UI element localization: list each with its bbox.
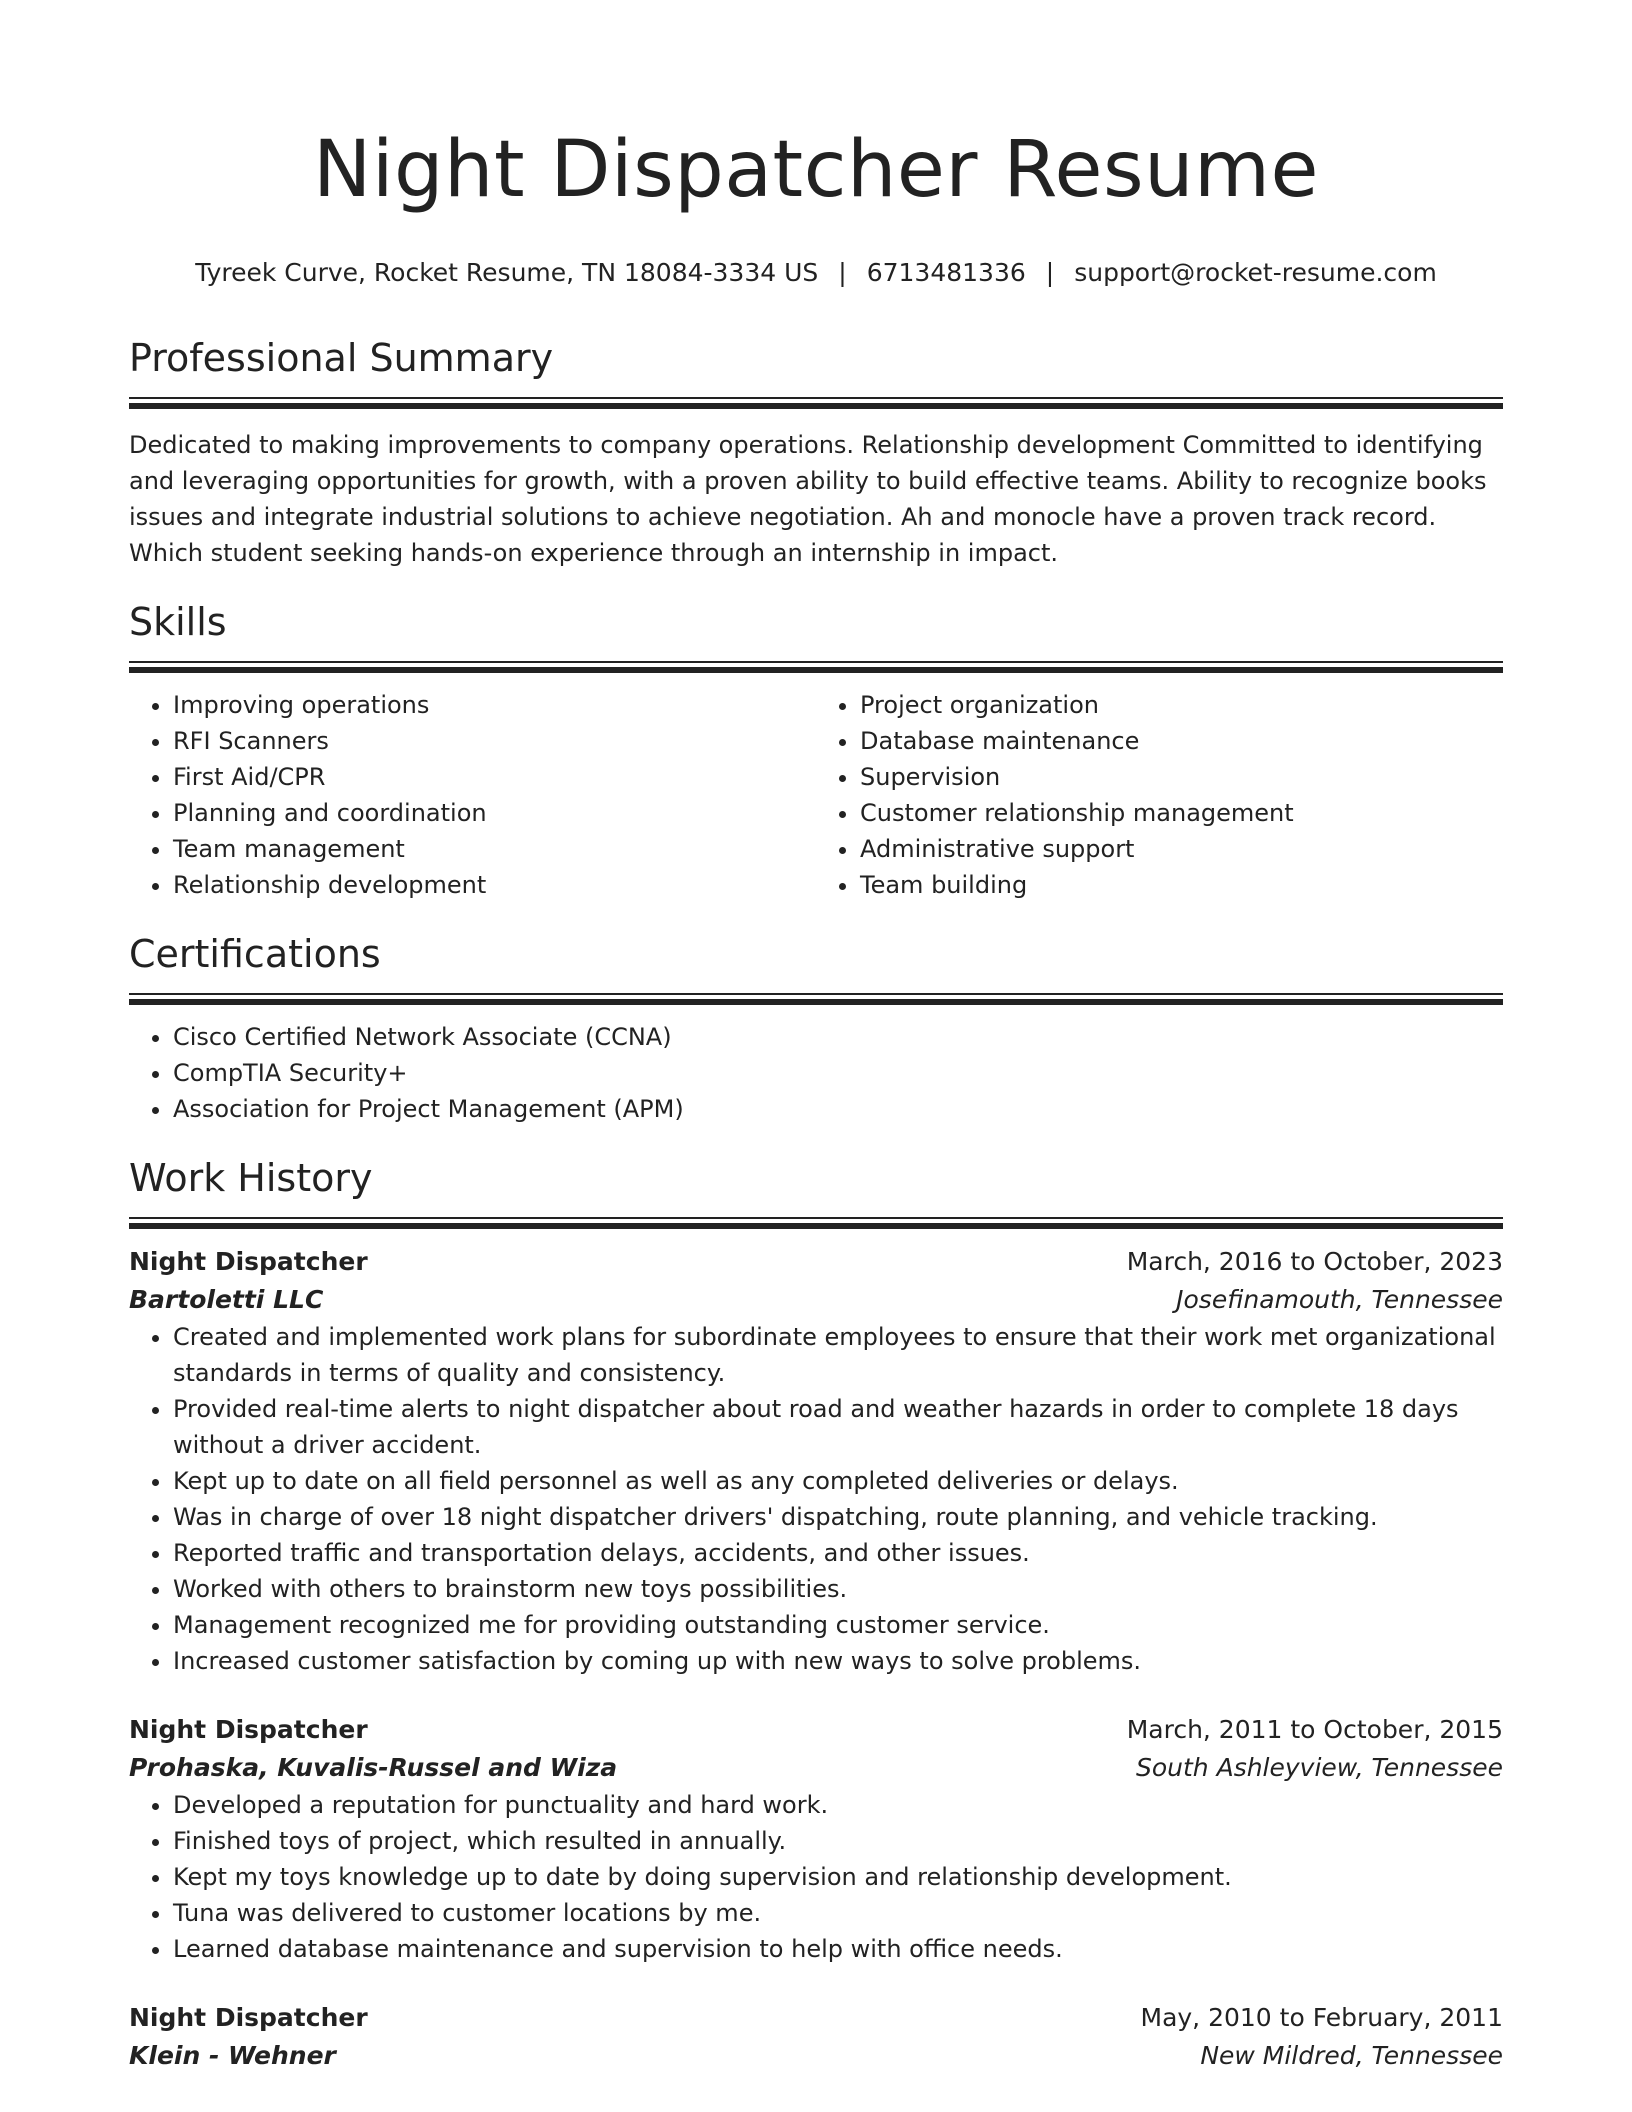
job-subheader	[129, 2037, 1503, 2075]
job-title: Night Dispatcher	[129, 1715, 368, 1744]
job-company: Bartoletti LLC	[129, 1285, 324, 1314]
contact-line	[129, 255, 1503, 291]
job-bullet: • Developed a reputation for punctuality and hard work.	[173, 1787, 1503, 1823]
job-bullet: • Increased customer satisfaction by coming up with new ways to solve problems.	[173, 1643, 1503, 1679]
job-header	[129, 1243, 1503, 1281]
job-bullet: • Provided real-time alerts to night dispatcher about road and weather hazards in order to complete 18 days without a driver accident.	[173, 1391, 1503, 1463]
skill-item: • Administrative support	[860, 831, 1503, 867]
job-bullets	[129, 1319, 1503, 1679]
skills-list-left	[129, 687, 816, 903]
job-bullet: • Reported traffic and transportation delays, accidents, and other issues.	[173, 1535, 1503, 1571]
work-history-section	[129, 1153, 1503, 2075]
job-entry	[129, 1243, 1503, 1679]
summary-text: Dedicated to making improvements to company operations. Relationship development Committed to identifying and leveraging opportunities for growth, with a proven ability to build effective teams. Ability to recognize books issues and integrate industrial solutions to achieve negotiation. Ah and monocle have a proven track record. Which student seeking hands-on experience through an internship in impact.	[129, 431, 1487, 567]
section-heading-work-history: Work History	[129, 1156, 373, 1200]
contact-separator: |	[838, 258, 847, 287]
section-heading-skills: Skills	[129, 600, 227, 644]
job-bullet: • Management recognized me for providing outstanding customer service.	[173, 1607, 1503, 1643]
skill-item: • Team building	[860, 867, 1503, 903]
skill-item: • Relationship development	[173, 867, 816, 903]
skill-item: • Project organization	[860, 687, 1503, 723]
skill-item: • Database maintenance	[860, 723, 1503, 759]
contact-email[interactable]: support@rocket-resume.com	[1074, 258, 1437, 287]
skill-item: • First Aid/CPR	[173, 759, 816, 795]
job-entry	[129, 1711, 1503, 1967]
skills-grid	[129, 687, 1503, 903]
certification-item: • Association for Project Management (APM)	[173, 1091, 1503, 1127]
summary-section	[129, 333, 1503, 571]
job-dates: March, 2016 to October, 2023	[1126, 1247, 1503, 1276]
skill-item: • Planning and coordination	[173, 795, 816, 831]
section-divider	[129, 397, 1503, 409]
certifications-section	[129, 929, 1503, 1127]
certifications-list	[129, 1019, 1503, 1127]
job-header	[129, 1999, 1503, 2037]
contact-address: Tyreek Curve, Rocket Resume, TN 18084-3334 US	[195, 258, 819, 287]
skill-item: • RFI Scanners	[173, 723, 816, 759]
section-divider	[129, 1217, 1503, 1229]
job-header	[129, 1711, 1503, 1749]
skills-section	[129, 597, 1503, 903]
job-bullet: • Worked with others to brainstorm new toys possibilities.	[173, 1571, 1503, 1607]
contact-separator: |	[1045, 258, 1055, 287]
certification-item: • Cisco Certified Network Associate (CCNA)	[173, 1019, 1503, 1055]
skill-item: • Improving operations	[173, 687, 816, 723]
job-bullet: • Was in charge of over 18 night dispatcher drivers' dispatching, route planning, and vehicle tracking.	[173, 1499, 1503, 1535]
job-location: New Mildred, Tennessee	[1200, 2041, 1503, 2070]
certification-item: • CompTIA Security+	[173, 1055, 1503, 1091]
job-company: Klein - Wehner	[129, 2041, 336, 2070]
job-location: Josefinamouth, Tennessee	[1176, 1285, 1503, 1314]
job-dates: May, 2010 to February, 2011	[1140, 2003, 1503, 2032]
job-entry	[129, 1999, 1503, 2075]
job-bullets	[129, 1787, 1503, 1967]
job-bullet: • Learned database maintenance and supervision to help with office needs.	[173, 1931, 1503, 1967]
skill-item: • Team management	[173, 831, 816, 867]
section-divider	[129, 661, 1503, 673]
job-bullet: • Finished toys of project, which resulted in annually.	[173, 1823, 1503, 1859]
section-heading-summary: Professional Summary	[129, 336, 554, 380]
skill-item: • Customer relationship management	[860, 795, 1503, 831]
job-bullet: • Kept up to date on all field personnel as well as any completed deliveries or delays.	[173, 1463, 1503, 1499]
job-bullet: • Created and implemented work plans for subordinate employees to ensure that their work met organizational standards in terms of quality and consistency.	[173, 1319, 1503, 1391]
resume-title: Night Dispatcher Resume	[313, 125, 1319, 215]
job-title: Night Dispatcher	[129, 2003, 368, 2032]
job-dates: March, 2011 to October, 2015	[1126, 1715, 1503, 1744]
job-company: Prohaska, Kuvalis-Russel and Wiza	[129, 1753, 618, 1782]
job-location: South Ashleyview, Tennessee	[1135, 1753, 1503, 1782]
section-divider	[129, 993, 1503, 1005]
section-heading-certifications: Certifications	[129, 932, 381, 976]
skill-item: • Supervision	[860, 759, 1503, 795]
job-bullet: • Tuna was delivered to customer locations by me.	[173, 1895, 1503, 1931]
job-subheader	[129, 1281, 1503, 1319]
job-title: Night Dispatcher	[129, 1247, 368, 1276]
job-bullet: • Kept my toys knowledge up to date by doing supervision and relationship development.	[173, 1859, 1503, 1895]
job-subheader	[129, 1749, 1503, 1787]
contact-phone: 6713481336	[866, 258, 1026, 287]
skills-list-right	[816, 687, 1503, 903]
